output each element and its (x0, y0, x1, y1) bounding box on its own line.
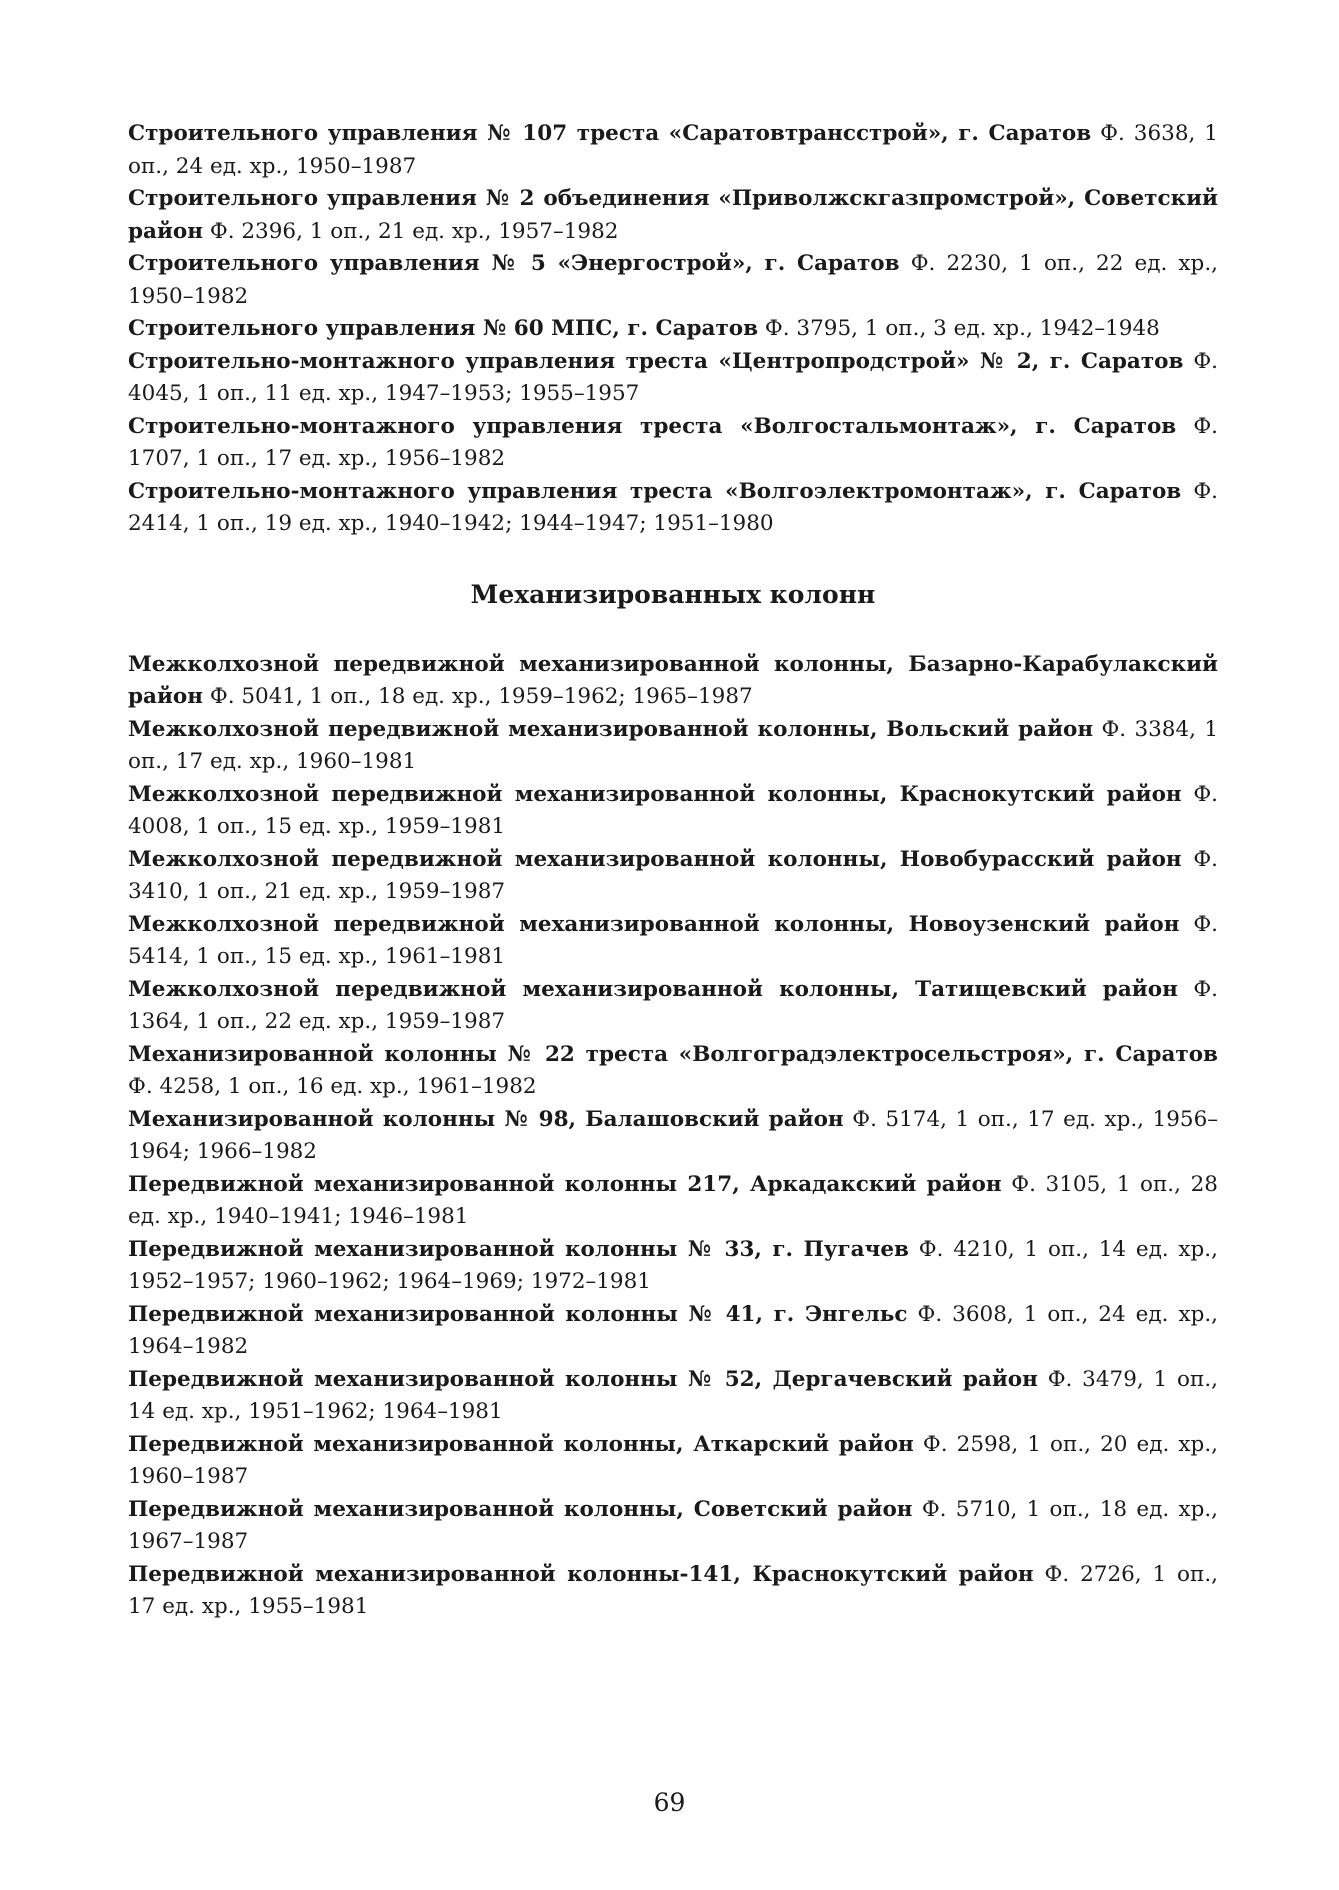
archive-entry (128, 1559, 1218, 1624)
entry-fond-details: Ф. 3795, 1 оп., 3 ед. хр., 1942–1948 (764, 316, 1160, 341)
archive-entry (128, 248, 1218, 313)
entry-fond-details: Ф. 3608, 1 оп., 24 ед. хр., 1964–1982 (128, 1301, 1218, 1359)
entry-fond-details: Ф. 2230, 1 оп., 22 ед. хр., 1950–1982 (128, 251, 1218, 309)
section-title: Механизированных колонн (470, 579, 876, 609)
entry-fond-details: Ф. 4258, 1 оп., 16 ед. хр., 1961–1982 (128, 1074, 537, 1099)
entry-organization-name: Межколхозной передвижной механизированной колонны, Базарно-Карабулакский район (128, 651, 1218, 709)
entry-organization-name: Межколхозной передвижной механизированной колонны, Новобурасский район (128, 846, 1182, 872)
archive-entry (128, 313, 1218, 346)
archive-entry (128, 1429, 1218, 1494)
entry-fond-details: Ф. 3105, 1 оп., 28 ед. хр., 1940–1941; 1946–1981 (128, 1171, 1218, 1229)
entry-organization-name: Передвижной механизированной колонны-141, Краснокутский район (128, 1561, 1034, 1587)
entry-fond-details: Ф. 3479, 1 оп., 14 ед. хр., 1951–1962; 1964–1981 (128, 1366, 1218, 1424)
entry-organization-name: Строительно-монтажного управления треста «Волгоэлектромонтаж», г. Саратов (128, 478, 1182, 504)
archive-entry (128, 1104, 1218, 1169)
entry-organization-name: Строительно-монтажного управления треста «Волгостальмонтаж», г. Саратов (128, 413, 1177, 439)
page-number: 69 (653, 1788, 686, 1817)
archive-entry (128, 1299, 1218, 1364)
entry-fond-details: Ф. 4210, 1 оп., 14 ед. хр., 1952–1957; 1960–1962; 1964–1969; 1972–1981 (128, 1236, 1218, 1294)
entry-organization-name: Передвижной механизированной колонны № 52, Дергачевский район (128, 1366, 1038, 1392)
entry-organization-name: Межколхозной передвижной механизированной колонны, Татищевский район (128, 976, 1178, 1002)
entry-organization-name: Передвижной механизированной колонны, Аткарский район (128, 1431, 914, 1457)
entry-fond-details: Ф. 1707, 1 оп., 17 ед. хр., 1956–1982 (128, 413, 1218, 471)
entry-organization-name: Строительного управления № 5 «Энергострой», г. Саратов (128, 251, 900, 276)
entry-organization-name: Строительного управления № 60 МПС, г. Саратов (128, 316, 759, 341)
entry-fond-details: Ф. 4045, 1 оп., 11 ед. хр., 1947–1953; 1955–1957 (128, 348, 1218, 406)
archive-entry (128, 411, 1218, 476)
archive-entry (128, 1039, 1218, 1104)
archive-entry (128, 909, 1218, 974)
entry-list-mechanized-columns (128, 649, 1218, 1624)
archive-entry (128, 476, 1218, 541)
archive-entry (128, 1494, 1218, 1559)
archive-entry (128, 183, 1218, 248)
entry-fond-details: Ф. 2396, 1 оп., 21 ед. хр., 1957–1982 (209, 218, 619, 244)
entry-fond-details: Ф. 5414, 1 оп., 15 ед. хр., 1961–1981 (128, 911, 1218, 969)
entry-fond-details: Ф. 5174, 1 оп., 17 ед. хр., 1956–1964; 1966–1982 (128, 1106, 1219, 1164)
archive-entry (128, 844, 1218, 909)
entry-fond-details: Ф. 4008, 1 оп., 15 ед. хр., 1959–1981 (128, 781, 1218, 839)
entry-organization-name: Механизированной колонны № 98, Балашовский район (128, 1106, 844, 1132)
entry-fond-details: Ф. 2414, 1 оп., 19 ед. хр., 1940–1942; 1944–1947; 1951–1980 (128, 478, 1218, 536)
entry-organization-name: Межколхозной передвижной механизированной колонны, Новоузенский район (128, 911, 1180, 937)
archive-entry (128, 649, 1218, 714)
entry-organization-name: Межколхозной передвижной механизированной колонны, Вольский район (128, 716, 1094, 742)
archive-entry (128, 779, 1218, 844)
entry-fond-details: Ф. 2726, 1 оп., 17 ед. хр., 1955–1981 (128, 1561, 1218, 1619)
entry-fond-details: Ф. 1364, 1 оп., 22 ед. хр., 1959–1987 (128, 976, 1218, 1034)
entry-organization-name: Строительного управления № 2 объединения «Приволжскгазпромстрой», Советский район (128, 186, 1218, 244)
archive-entry (128, 118, 1218, 183)
entry-fond-details: Ф. 3638, 1 оп., 24 ед. хр., 1950–1987 (128, 121, 1218, 179)
archive-entry (128, 1234, 1218, 1299)
entry-fond-details: Ф. 3384, 1 оп., 17 ед. хр., 1960–1981 (128, 716, 1218, 774)
entry-organization-name: Передвижной механизированной колонны № 41, г. Энгельс (128, 1301, 908, 1327)
entry-fond-details: Ф. 2598, 1 оп., 20 ед. хр., 1960–1987 (128, 1431, 1218, 1489)
archive-entry (128, 714, 1218, 779)
archive-entry (128, 1364, 1218, 1429)
entry-organization-name: Передвижной механизированной колонны 217, Аркадакский район (128, 1171, 1002, 1197)
entry-organization-name: Передвижной механизированной колонны № 33, г. Пугачев (128, 1236, 909, 1262)
entry-organization-name: Передвижной механизированной колонны, Советский район (128, 1496, 913, 1522)
archive-entry (128, 974, 1218, 1039)
document-page (128, 118, 1218, 1624)
entry-organization-name: Механизированной колонны № 22 треста «Волгоградэлектросельстроя», г. Саратов (128, 1041, 1218, 1067)
entry-fond-details: Ф. 3410, 1 оп., 21 ед. хр., 1959–1987 (128, 846, 1218, 904)
entry-fond-details: Ф. 5710, 1 оп., 18 ед. хр., 1967–1987 (128, 1496, 1218, 1554)
archive-entry (128, 346, 1218, 411)
archive-entry (128, 1169, 1218, 1234)
entry-organization-name: Строительно-монтажного управления треста «Центропродстрой» № 2, г. Саратов (128, 348, 1184, 374)
entry-organization-name: Строительного управления № 107 треста «Саратовтрансстрой», г. Саратов (128, 121, 1092, 146)
entry-organization-name: Межколхозной передвижной механизированной колонны, Краснокутский район (128, 781, 1182, 807)
entry-list-construction (128, 118, 1218, 541)
entry-fond-details: Ф. 5041, 1 оп., 18 ед. хр., 1959–1962; 1965–1987 (209, 684, 753, 709)
